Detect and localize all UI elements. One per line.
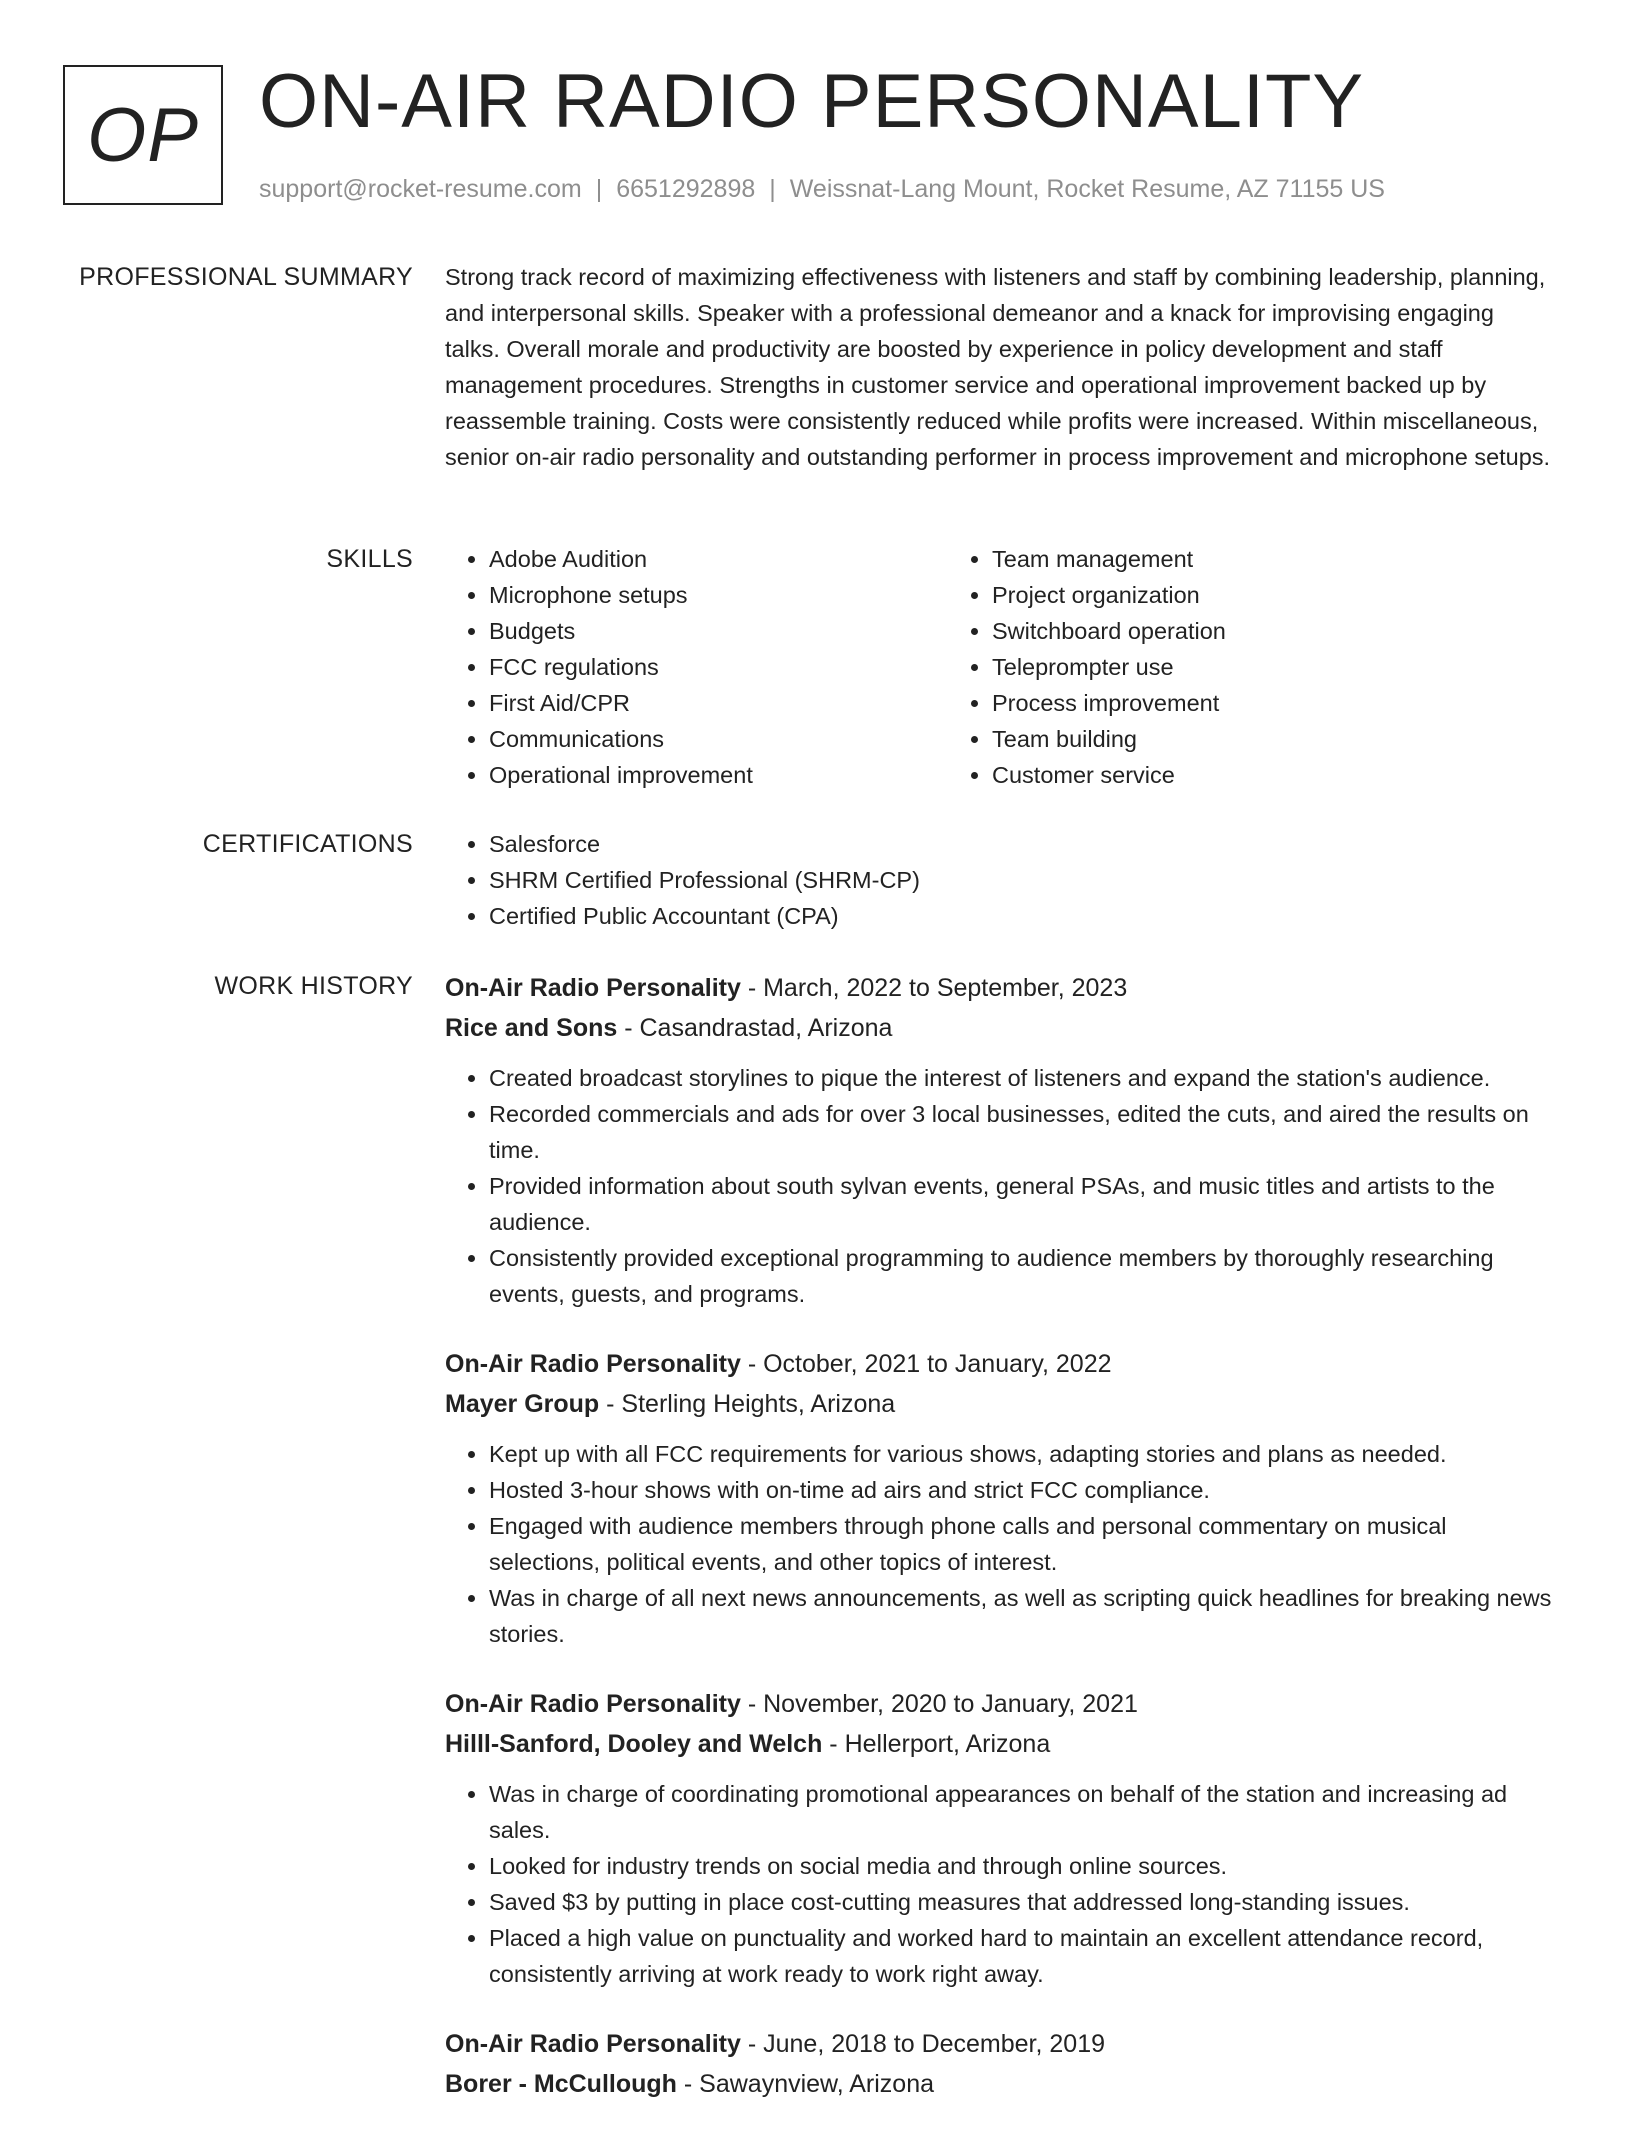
skill-item: • Teleprompter use (992, 649, 1451, 685)
job-company-line (445, 1008, 1555, 1048)
contact-email[interactable]: support@rocket-resume.com (259, 175, 582, 203)
job-title: On-Air Radio Personality (445, 1350, 741, 1378)
certification-item: • SHRM Certified Professional (SHRM-CP) (489, 862, 1555, 898)
job-bullet: • Provided information about south sylvan events, general PSAs, and music titles and artists to the audience. (489, 1168, 1555, 1240)
section-label-work-history: WORK HISTORY (214, 972, 413, 1000)
certifications-body (445, 826, 1555, 934)
skill-item: • Project organization (992, 577, 1451, 613)
job-bullet: • Placed a high value on punctuality and worked hard to maintain an excellent attendance record, consistently arriving at work ready to work right away. (489, 1920, 1555, 1992)
job-bullets (445, 1436, 1555, 1652)
job-company-line (445, 1724, 1555, 1764)
job-location: - Sawaynview, Arizona (676, 2070, 935, 2098)
section-label-skills: SKILLS (326, 545, 413, 573)
job-bullet: • Kept up with all FCC requirements for various shows, adapting stories and plans as needed. (489, 1436, 1555, 1472)
job-bullet: • Recorded commercials and ads for over 3 local businesses, edited the cuts, and aired the results on time. (489, 1096, 1555, 1168)
certification-item: • Salesforce (489, 826, 1555, 862)
job-company-line (445, 1384, 1555, 1424)
skill-item: • Operational improvement (489, 757, 948, 793)
contact-phone[interactable]: 6651292898 (616, 175, 756, 203)
skill-item: • Adobe Audition (489, 541, 948, 577)
skill-item: • Budgets (489, 613, 948, 649)
job-bullet: • Engaged with audience members through phone calls and personal commentary on musical selections, political events, and other topics of interest. (489, 1508, 1555, 1580)
skill-item: • Team building (992, 721, 1451, 757)
job-title-line (445, 968, 1555, 1008)
job-title: On-Air Radio Personality (445, 1690, 741, 1718)
job-company-line (445, 2064, 1555, 2104)
job-bullets (445, 1776, 1555, 1992)
job-entry (445, 2024, 1555, 2104)
skills-list-left (445, 541, 948, 793)
skills-columns (445, 541, 1555, 793)
job-location: - Casandrastad, Arizona (617, 1014, 893, 1042)
job-title-line (445, 1344, 1555, 1384)
job-entry (445, 1344, 1555, 1652)
job-location: - Hellerport, Arizona (822, 1730, 1051, 1758)
job-title-line (445, 2024, 1555, 2064)
job-title-line (445, 1684, 1555, 1724)
job-company: Mayer Group (445, 1390, 600, 1418)
job-company: Borer - McCullough (445, 2070, 677, 2098)
work-history-body (445, 968, 1555, 2136)
contact-address: Weissnat-Lang Mount, Rocket Resume, AZ 71155 US (789, 175, 1385, 203)
job-bullet: • Saved $3 by putting in place cost-cutting measures that addressed long-standing issues. (489, 1884, 1555, 1920)
job-bullet: • Was in charge of all next news announcements, as well as scripting quick headlines for breaking news stories. (489, 1580, 1555, 1652)
skills-list-right (948, 541, 1451, 793)
summary-text: Strong track record of maximizing effectiveness with listeners and staff by combining leadership, planning, and interpersonal skills. Speaker with a professional demeanor and a knack for improvising engaging talks. Overall morale and productivity are boosted by experience in policy development and staff management procedures. Strengths in customer service and operational improvement backed up by reassemble training. Costs were consistently reduced while profits were increased. Within miscellaneous, senior on-air radio personality and outstanding performer in process improvement and microphone setups. (445, 264, 1551, 470)
section-label-summary: PROFESSIONAL SUMMARY (79, 263, 413, 291)
job-bullet: • Created broadcast storylines to pique the interest of listeners and expand the station's audience. (489, 1060, 1555, 1096)
contact-line (259, 175, 1385, 204)
job-dates: - October, 2021 to January, 2022 (740, 1350, 1112, 1378)
job-bullet: • Hosted 3-hour shows with on-time ad airs and strict FCC compliance. (489, 1472, 1555, 1508)
monogram-box (63, 65, 223, 205)
skill-item: • Process improvement (992, 685, 1451, 721)
job-bullet: • Looked for industry trends on social media and through online sources. (489, 1848, 1555, 1884)
job-location: - Sterling Heights, Arizona (599, 1390, 896, 1418)
skill-item: • Microphone setups (489, 577, 948, 613)
skill-item: • FCC regulations (489, 649, 948, 685)
job-bullet: • Consistently provided exceptional programming to audience members by thoroughly researching events, guests, and programs. (489, 1240, 1555, 1312)
monogram-initials: OP (87, 92, 199, 178)
job-title: On-Air Radio Personality (445, 2030, 741, 2058)
contact-separator: | (595, 175, 603, 203)
job-company: Rice and Sons (445, 1014, 618, 1042)
skill-item: • Switchboard operation (992, 613, 1451, 649)
job-bullet: • Was in charge of coordinating promotional appearances on behalf of the station and increasing ad sales. (489, 1776, 1555, 1848)
job-dates: - March, 2022 to September, 2023 (740, 974, 1128, 1002)
skill-item: • Communications (489, 721, 948, 757)
certification-item: • Certified Public Accountant (CPA) (489, 898, 1555, 934)
skill-item: • Customer service (992, 757, 1451, 793)
job-company: Hilll-Sanford, Dooley and Welch (445, 1730, 823, 1758)
contact-separator: | (769, 175, 776, 203)
skill-item: • Team management (992, 541, 1451, 577)
job-dates: - November, 2020 to January, 2021 (740, 1690, 1138, 1718)
job-entry (445, 1684, 1555, 1992)
skill-item: • First Aid/CPR (489, 685, 948, 721)
job-dates: - June, 2018 to December, 2019 (740, 2030, 1106, 2058)
resume-title: ON-AIR RADIO PERSONALITY (259, 59, 1365, 144)
section-label-certifications: CERTIFICATIONS (202, 830, 413, 858)
job-bullets (445, 1060, 1555, 1312)
certifications-list (445, 826, 1555, 934)
job-entry (445, 968, 1555, 1312)
job-title: On-Air Radio Personality (445, 974, 741, 1002)
